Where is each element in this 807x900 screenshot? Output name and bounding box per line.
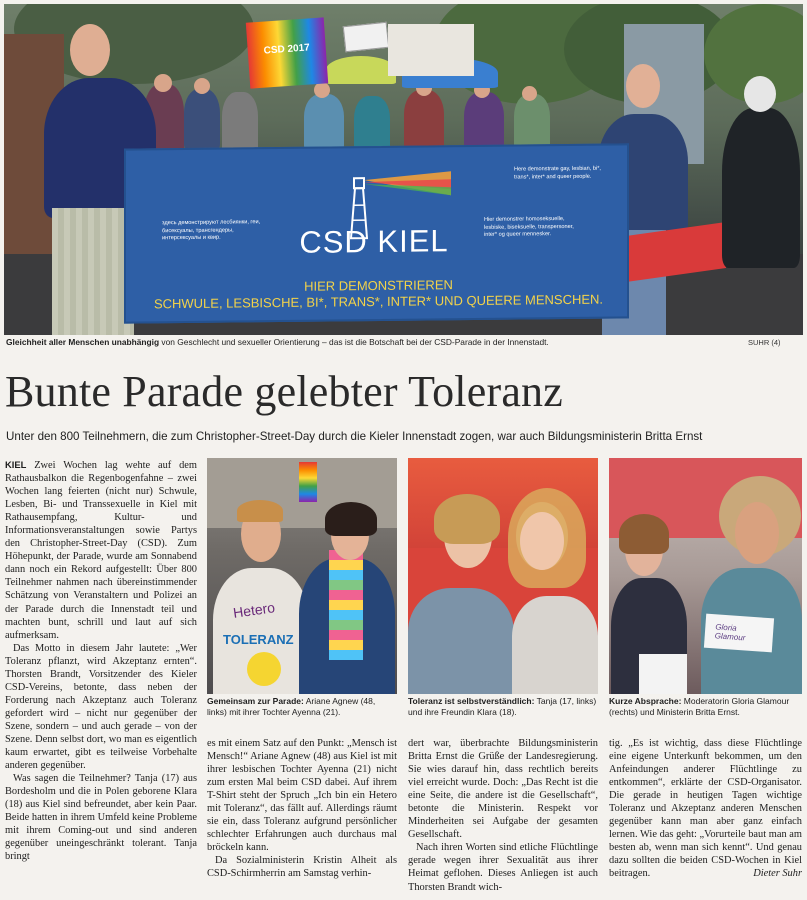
umbrella bbox=[326, 56, 396, 84]
hero-caption-text: von Geschlecht und sexueller Orientierung – das ist die Botschaft bei der CSD-Parade in der Innenstadt. bbox=[159, 337, 549, 347]
author-byline: Dieter Suhr bbox=[753, 868, 802, 880]
face bbox=[735, 502, 779, 564]
banner-logo: CSD KIEL bbox=[299, 223, 449, 260]
article-column-3 bbox=[408, 737, 598, 900]
csd-banner bbox=[124, 143, 629, 323]
photo-caption-3 bbox=[609, 696, 802, 718]
photo-caption-text: Ariane Agnew (48, links) mit ihrer Tochter Ayenna (21). bbox=[207, 696, 376, 717]
paragraph bbox=[5, 458, 197, 642]
article-column-4 bbox=[609, 737, 802, 900]
paragraph-text: Zwei Wochen lag wehte auf dem Rathausbalkon die Regenbogenfahne – zwei Wochen lang feierten (nicht nur) Schwule, Lesben, Bi- und Transsexuelle in Kiel mit Rathausempfang, Kultur- und Informationsveranstaltungen sowie Partys den Christopher-Street-Day (CSD). Zum Höhepunkt, der Parade, wurde am Sonnabend dann noch ein Rekord aufgestellt: Über 800 Teilnehmer nahmen nach übereinstimmender Schätzung von Veranstaltern und Polizei an der Parade durch die Innenstadt teil und machten bunt, schrill und laut auf sich aufmerksam. bbox=[5, 460, 197, 641]
rainbow-sign bbox=[246, 17, 328, 88]
banner-text-left: здесь демонстрируют лесбиянки, геи, бисексуалы, трансгендеры, интерсексуалы и квир. bbox=[162, 219, 261, 242]
flower-lei bbox=[329, 550, 363, 660]
banner-subline-1: HIER DEMONSTRIEREN bbox=[304, 277, 453, 294]
paragraph: Was sagen die Teilnehmer? Tanja (17) aus Bordesholm und die in Polen geborene Klara (18) aus Kiel sind befreundet, aber kein Paar. Beide hatten in ihrem Umfeld keine Probleme mit ihrem Coming-out und sind anderen gegenüber uneingeschränkt tolerant. Tanja bringt bbox=[5, 773, 197, 863]
face bbox=[626, 64, 660, 108]
subheadline: Unter den 800 Teilnehmern, die zum Christopher-Street-Day durch die Kieler Innenstadt zogen, war auch Bildungsministerin Britta Ernst bbox=[6, 430, 703, 443]
photo-tanja-klara bbox=[408, 458, 598, 694]
face bbox=[520, 512, 564, 570]
shirt-text-toleranz: TOLERANZ bbox=[223, 632, 294, 647]
hero-caption bbox=[6, 337, 726, 348]
hair bbox=[237, 500, 283, 522]
photo-caption-1 bbox=[207, 696, 397, 718]
banner-text-right-bottom: Hier demonstrer homoseksuelle, lesbiske, biseksuelle, transpersoner, inter* og queer mennesker. bbox=[484, 216, 574, 238]
shirt bbox=[408, 588, 514, 694]
shirt-text-hetero: Hetero bbox=[232, 599, 276, 621]
smiley-icon bbox=[247, 652, 281, 686]
paper bbox=[639, 654, 687, 694]
hair bbox=[325, 502, 377, 536]
paragraph: Nach ihren Worten sind etliche Flüchtlinge gerade wegen ihrer Sexualität aus ihrer Heimat geflohen. Dieses Anliegen ist auch Thorsten Brandt wich- bbox=[408, 842, 598, 893]
article-column-2 bbox=[207, 737, 397, 900]
photo-caption-bold: Kurze Absprache: bbox=[609, 696, 682, 706]
woman-right bbox=[722, 108, 800, 268]
cue-card-text: Gloria Glamour bbox=[714, 622, 746, 643]
paragraph: es mit einem Satz auf den Punkt: „Mensch ist Mensch!“ Ariane Agnew (48) aus Kiel ist mit ihrer lesbischen Tochter Ayenna (21) nicht zum ersten Mal beim CSD dabei. Auf ihrem T-Shirt steht der Spruch „Ich bin ein Hetero mit Toleranz“, das fällt auf. Allerdings räumt sie ein, dass Toleranz aufgrund persönlicher schlechter Erfahrungen auch durchaus mal bröckeln kann. bbox=[207, 738, 397, 854]
photo-caption-bold: Gemeinsam zur Parade: bbox=[207, 696, 304, 706]
grey-hair bbox=[744, 76, 776, 112]
sign-text: CSD 2017 bbox=[263, 42, 311, 57]
tshirt bbox=[213, 568, 309, 694]
headline: Bunte Parade gelebter Toleranz bbox=[5, 367, 563, 416]
photo-mother-daughter bbox=[207, 458, 397, 694]
paragraph: Das Motto in diesem Jahr lautete: „Wer Toleranz pflanzt, wird Akzeptanz ernten“. Thorsten Brandt, Vorsitzender des Kieler CSD-Vereins, betonte, dass neben der Forderung nach Akzeptanz auch Toleranz gefordert wird – nicht nur gegenüber der Szene, sondern – und auch gerade – von der Szene. Denn selbst dort, wo man es eigentlich kaum erwartet, gibt es teilweise Vorbehalte anderen gegenüber. bbox=[5, 642, 197, 772]
protest-sign bbox=[343, 22, 389, 52]
shirt bbox=[512, 596, 598, 694]
hero-caption-bold: Gleichheit aller Menschen unabhängig bbox=[6, 337, 160, 347]
article-column-1 bbox=[5, 458, 197, 900]
hero-photo bbox=[4, 4, 803, 335]
photo-caption-text: Moderatorin Gloria Glamour (rechts) und Ministerin Britta Ernst. bbox=[609, 696, 790, 717]
hair bbox=[434, 494, 500, 544]
cue-card bbox=[704, 614, 774, 653]
photo-caption-2 bbox=[408, 696, 598, 718]
banner-subline-2: SCHWULE, LESBISCHE, BI*, TRANS*, INTER* UND QUEERE MENSCHEN. bbox=[153, 291, 604, 312]
rainbow-flag bbox=[299, 462, 317, 502]
photo-caption-bold: Toleranz ist selbstverständlich: bbox=[408, 696, 535, 706]
paragraph: dert war, überbrachte Bildungsministerin Britta Ernst die Grüße der Landesregierung. Sie wies darauf hin, dass rechtlich bereits viel erreicht wurde. Doch: „Das Recht ist die eine Seite, die andere ist die Gesellschaft“, betonte die Ministerin. Respekt vor Minderheiten sei Aufgabe der gesamten Gesellschaft. bbox=[408, 738, 598, 841]
white-tent bbox=[388, 24, 474, 76]
photo-gloria-ernst bbox=[609, 458, 802, 694]
photo-caption-text: Tanja (17, links) und ihre Freundin Klara (18). bbox=[408, 696, 597, 717]
trousers bbox=[52, 208, 134, 335]
photo-credit: SUHR (4) bbox=[748, 338, 781, 347]
paragraph-text: tig. „Es ist wichtig, dass diese Flüchtlinge eine eigene Unterkunft bekommen, um den Anfeindungen anderer Flüchtlinge zu entkommen“, erklärte der CSD-Organisator. Die gerade in heutigen Tagen wichtige Toleranz und Akzeptanz anderen Menschen gegenüber kann man aber ganz einfach lernen. Wie das geht: „Vorurteile baut man am besten ab, wenn man sich kennt“. Und genau dazu sollten die beiden CSD-Wochen in Kiel beitragen. bbox=[609, 738, 802, 880]
face bbox=[70, 24, 110, 76]
dateline: KIEL bbox=[5, 459, 27, 470]
banner-text-right-top: Here demonstrate gay, lesbian, bi*, trans*, inter* and queer people. bbox=[514, 165, 601, 181]
hair bbox=[619, 514, 669, 554]
paragraph bbox=[609, 737, 802, 881]
paragraph: Da Sozialministerin Kristin Alheit als CSD-Schirmherrin am Samstag verhin- bbox=[207, 855, 397, 880]
